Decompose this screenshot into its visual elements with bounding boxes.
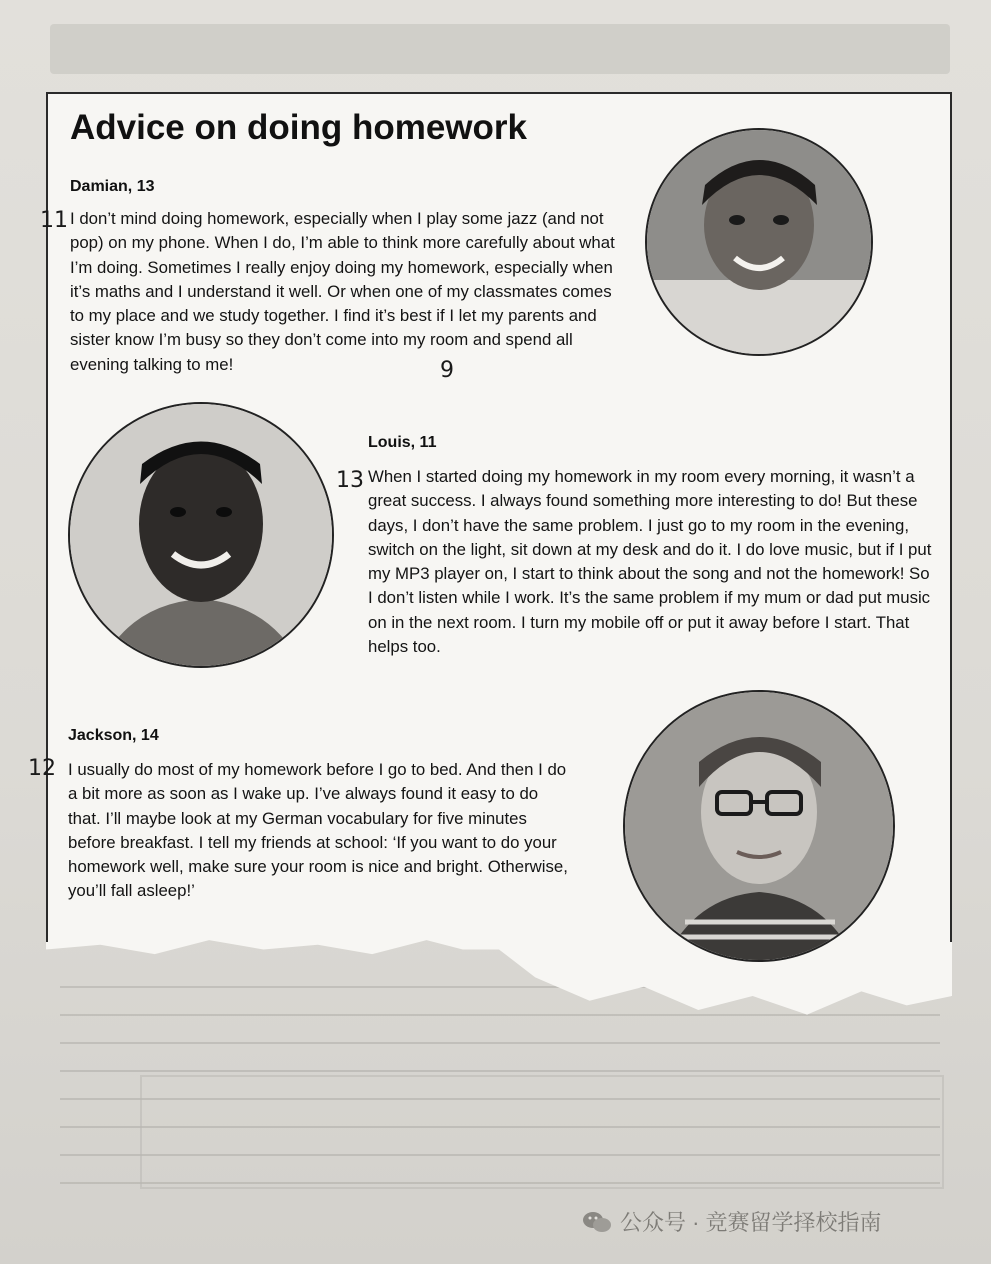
watermark-text: 公众号 · 竞赛留学择校指南 <box>620 1210 882 1235</box>
handwritten-mark-13: 13 <box>336 468 364 493</box>
handwritten-mark-11: 11 <box>40 208 68 233</box>
article-title: Advice on doing homework <box>70 108 527 147</box>
jackson-text: I usually do most of my homework before I go to bed. And then I do a bit more as soon as I wake up. I’ve always found it easy to do that. I’ll maybe look at my German vocabulary for five minutes before breakfast. I tell my friends at school: ‘If you want to do your homework well, make sure your room is nice and bright. Otherwise, you’ll fall asleep!’ <box>68 760 568 901</box>
jackson-name: Jackson, 14 <box>68 727 159 744</box>
background-faded-table <box>140 1075 944 1189</box>
handwritten-mark-12: 12 <box>28 756 56 781</box>
louis-name: Louis, 11 <box>368 434 437 451</box>
louis-photo <box>68 402 334 668</box>
louis-text: When I started doing my homework in my room every morning, it wasn’t a great success. I always found something more interesting to do! But these days, I don’t have the same problem. I just go to my room in the evening, switch on the light, sit down at my desk and do it. I do love music, but if I put my MP3 player on, I start to think about the song and not the homework! So I don’t listen while I work. It’s the same problem if my mum or dad put music on in the next room. I turn my mobile off or put it away before I start. That helps too. <box>368 467 932 657</box>
damian-text: I don’t mind doing homework, especially when I play some jazz (and not pop) on my phone. When I do, I’m able to think more carefully about what I’m doing. Sometimes I really enjoy doing my homework, especially when it’s maths and I understand it well. Or when one of my classmates comes to my place and we study together. I find it’s best if I let my parents and sister know I’m busy so they don’t come into my room and spend all evening talking to me! <box>70 209 615 374</box>
damian-name: Damian, 13 <box>70 178 155 195</box>
wechat-icon <box>582 1210 612 1234</box>
watermark <box>582 1206 882 1237</box>
damian-photo <box>645 128 873 356</box>
background-header-bar <box>50 24 950 74</box>
handwritten-mark-9: 9 <box>440 358 454 383</box>
jackson-photo <box>623 690 895 962</box>
